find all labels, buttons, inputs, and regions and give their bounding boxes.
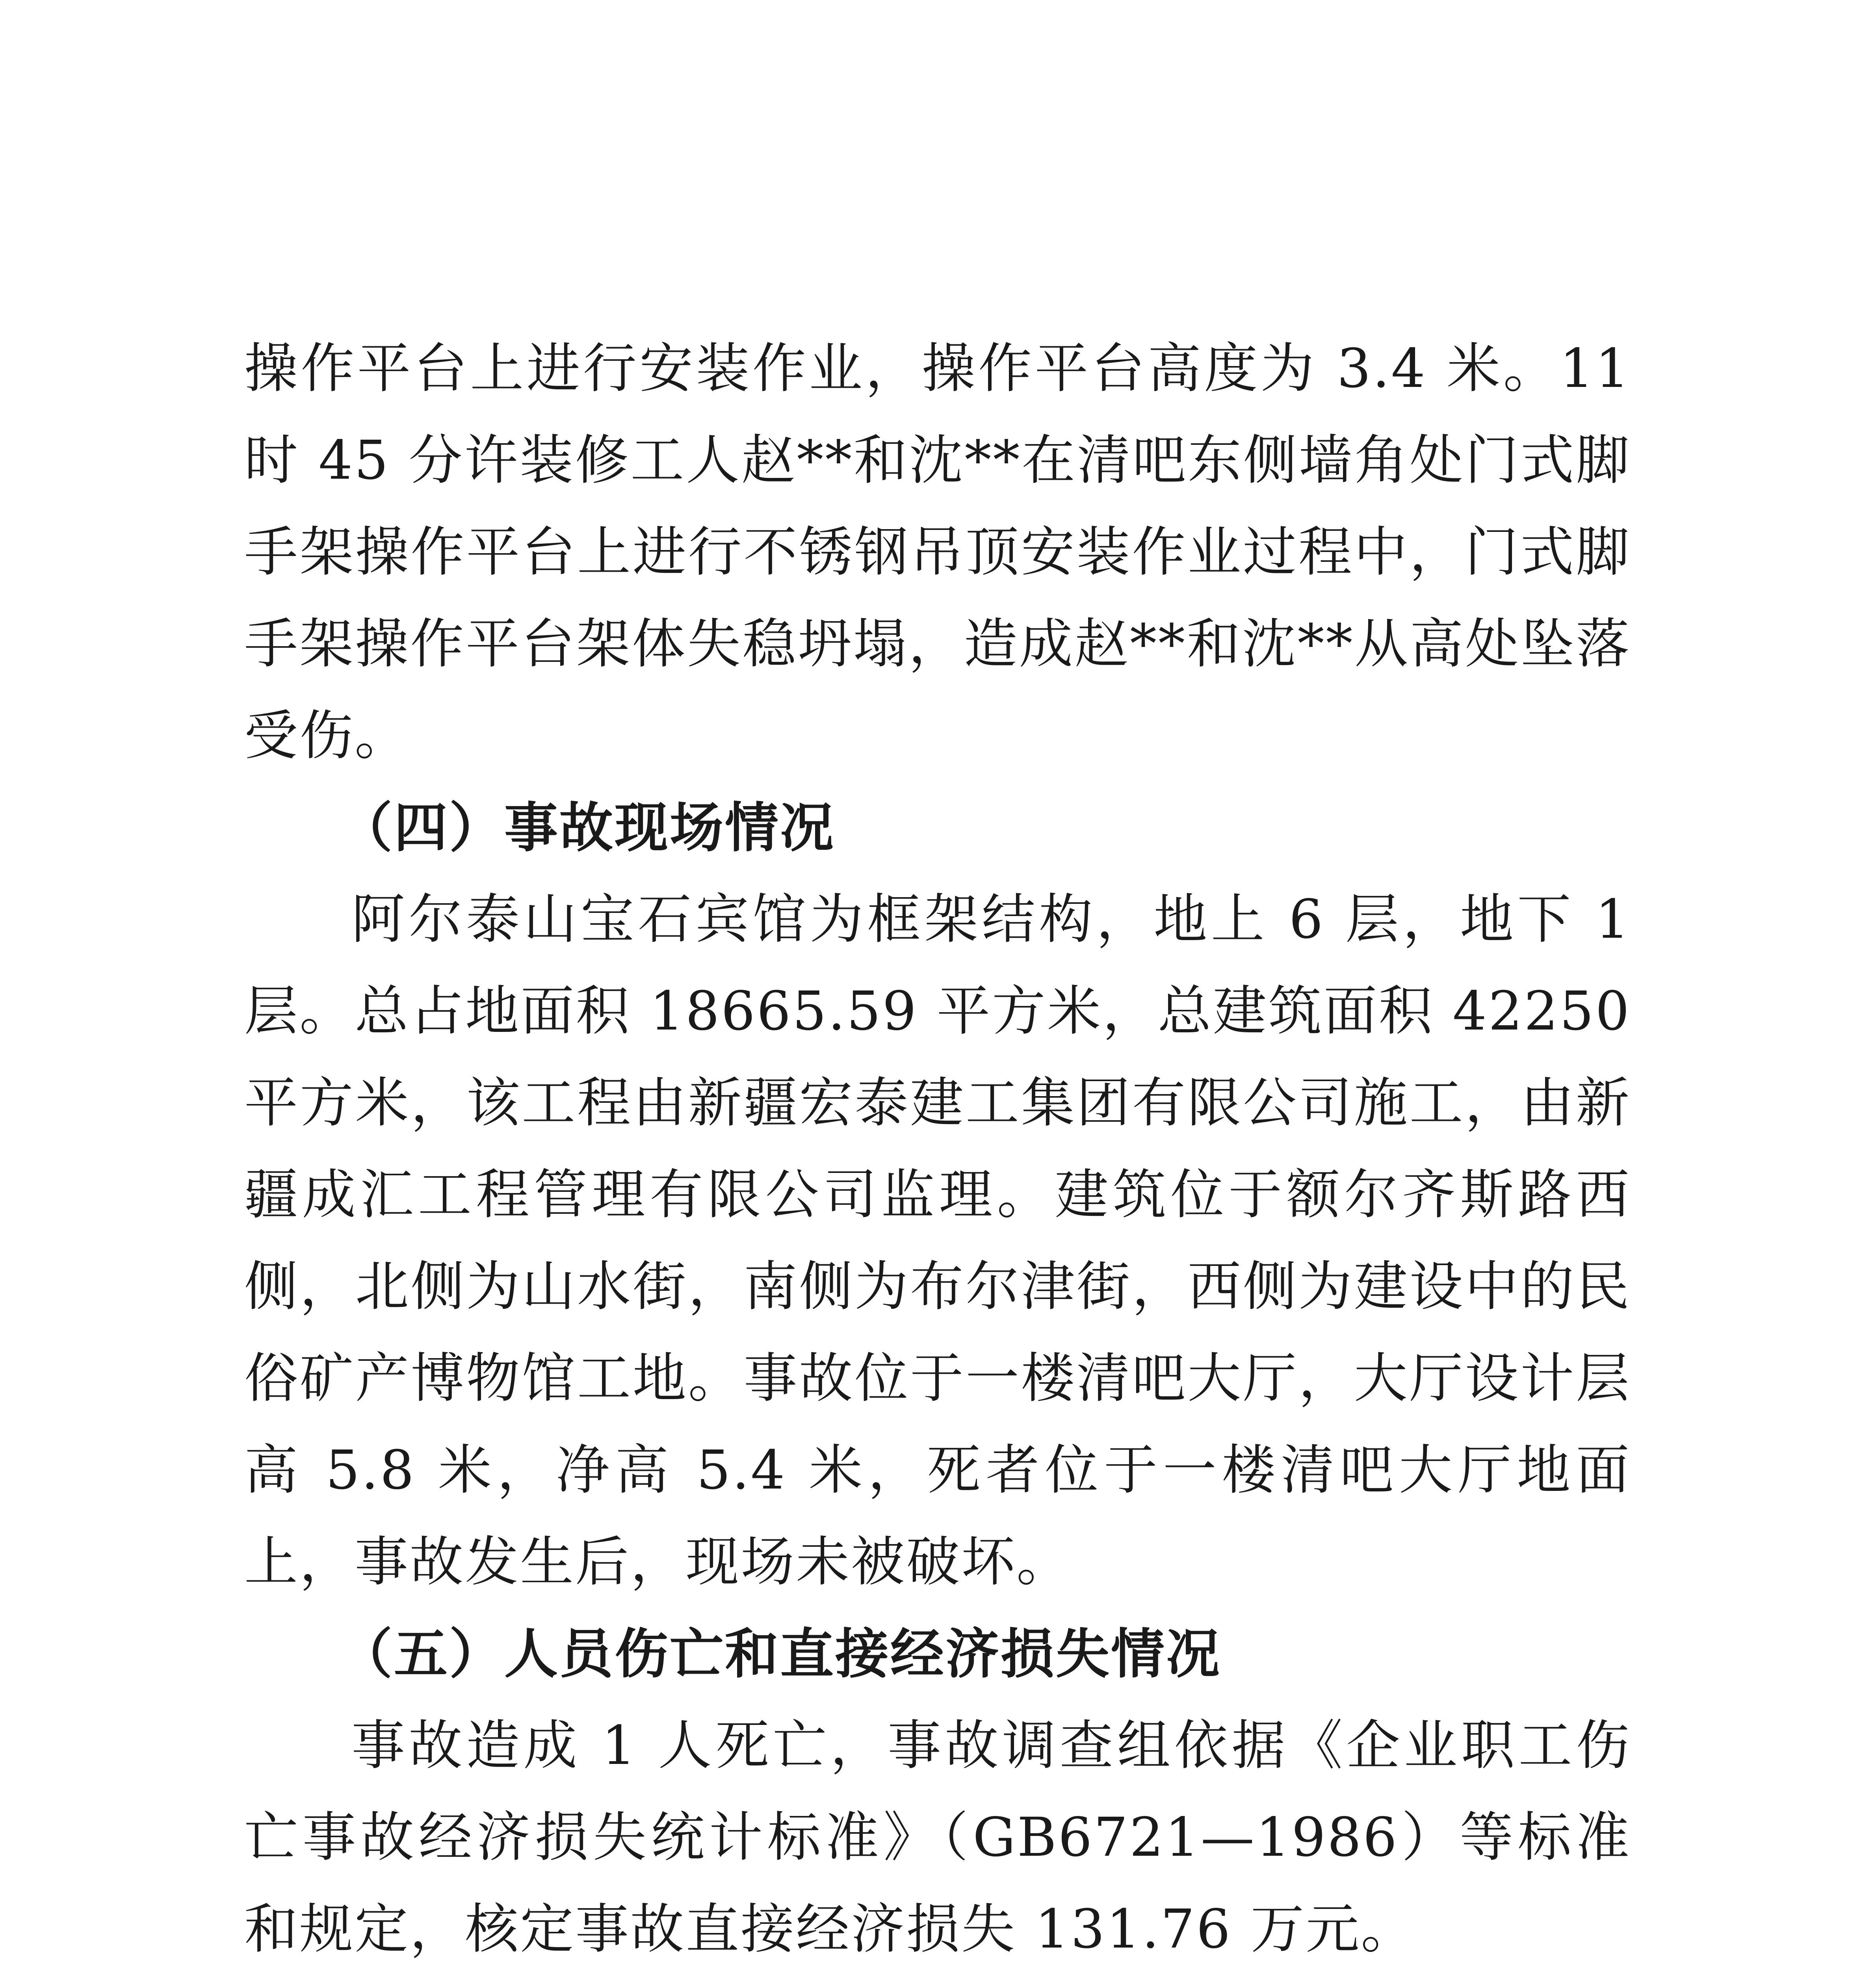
paragraph-continuation: 操作平台上进行安装作业，操作平台高度为 3.4 米。11 时 45 分许装修工人赵**和沈**在清吧东侧墙角处门式脚手架操作平台上进行不锈钢吊顶安装作业过程中，门式脚手架操作平台架体失稳坍塌，造成赵**和沈**从高处坠落受伤。 xyxy=(244,338,1631,767)
section-heading-scene: （四）事故现场情况 xyxy=(339,796,835,859)
document-body xyxy=(244,323,1631,1970)
paragraph-casualties: 事故造成 1 人死亡，事故调查组依据《企业职工伤亡事故经济损失统计标准》（GB6721—1986）等标准和规定，核定事故直接经济损失 131.76 万元。 xyxy=(244,1715,1631,1961)
paragraph-scene: 阿尔泰山宝石宾馆为框架结构，地上 6 层，地下 1 层。总占地面积 18665.59 平方米，总建筑面积 42250 平方米，该工程由新疆宏泰建工集团有限公司施工，由新疆成汇工程管理有限公司监理。建筑位于额尔齐斯路西侧，北侧为山水街，南侧为布尔津街，西侧为建设中的民俗矿产博物馆工地。事故位于一楼清吧大厅，大厅设计层高 5.8 米，净高 5.4 米，死者位于一楼清吧大厅地面上，事故发生后，现场未被破坏。 xyxy=(244,888,1631,1593)
section-heading-casualties: （五）人员伤亡和直接经济损失情况 xyxy=(339,1622,1221,1686)
